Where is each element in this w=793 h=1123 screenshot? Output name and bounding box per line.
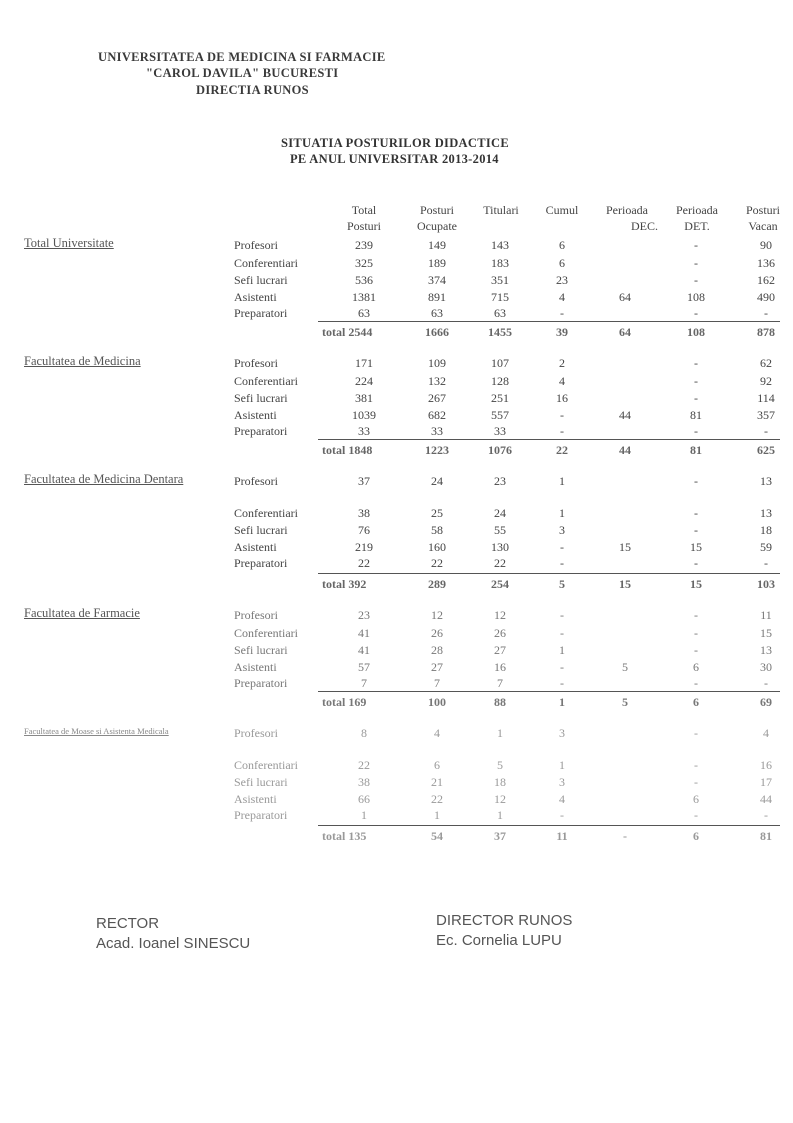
table-row: [0, 522, 793, 539]
table-cell: -: [560, 660, 564, 674]
table-cell: 109: [428, 356, 446, 370]
table-row: [0, 289, 793, 306]
table-cell: 130: [491, 540, 509, 554]
total-cell: -: [623, 829, 627, 843]
row-label: Conferentiari: [234, 374, 298, 388]
document-title: SITUATIA POSTURILOR DIDACTICE: [281, 136, 509, 150]
table-cell: 81: [690, 408, 702, 422]
university-name: UNIVERSITATEA DE MEDICINA SI FARMACIE: [98, 50, 386, 64]
total-row: [0, 324, 793, 341]
table-cell: 891: [428, 290, 446, 304]
table-cell: 27: [494, 643, 506, 657]
total-cell: 81: [690, 443, 702, 457]
section-heading: Facultatea de Moase si Asistenta Medicala: [24, 726, 169, 736]
total-divider: [318, 321, 780, 322]
table-cell: -: [694, 356, 698, 370]
row-label: Profesori: [234, 474, 278, 488]
table-cell: 715: [491, 290, 509, 304]
table-cell: 18: [494, 775, 506, 789]
col-header-posturi-vacante: Posturi Vacan: [745, 203, 780, 233]
table-cell: 15: [690, 540, 702, 554]
table-row: [0, 272, 793, 289]
total-cell: 1076: [488, 443, 512, 457]
table-cell: -: [764, 424, 768, 438]
table-cell: 1: [434, 808, 440, 822]
total-cell: 103: [757, 577, 775, 591]
table-cell: -: [694, 758, 698, 772]
table-cell: 189: [428, 256, 446, 270]
table-cell: 23: [358, 608, 370, 622]
table-cell: 24: [431, 474, 443, 488]
table-cell: 6: [559, 256, 565, 270]
table-cell: 4: [559, 792, 565, 806]
rector-title: RECTOR: [96, 915, 160, 932]
table-cell: -: [694, 643, 698, 657]
table-cell: 374: [428, 273, 446, 287]
table-row: [0, 675, 793, 692]
table-cell: -: [694, 306, 698, 320]
table-cell: 1: [559, 474, 565, 488]
table-cell: 59: [760, 540, 772, 554]
total-cell: 254: [491, 577, 509, 591]
table-cell: -: [694, 556, 698, 570]
table-cell: 44: [760, 792, 772, 806]
table-cell: 17: [760, 775, 772, 789]
table-cell: 136: [757, 256, 775, 270]
total-row: [0, 828, 793, 845]
table-cell: -: [764, 676, 768, 690]
table-cell: 92: [760, 374, 772, 388]
table-cell: 108: [687, 290, 705, 304]
table-row: [0, 473, 793, 490]
total-cell: 6: [693, 695, 699, 709]
total-row: [0, 694, 793, 711]
table-cell: 26: [431, 626, 443, 640]
table-cell: 1: [559, 758, 565, 772]
row-label: Preparatori: [234, 808, 288, 822]
table-cell: 26: [494, 626, 506, 640]
table-cell: 57: [358, 660, 370, 674]
table-cell: 12: [431, 608, 443, 622]
row-label: Sefi lucrari: [234, 643, 288, 657]
table-cell: 41: [358, 643, 370, 657]
table-row: [0, 659, 793, 676]
table-cell: 41: [358, 626, 370, 640]
table-cell: 12: [494, 608, 506, 622]
table-cell: -: [694, 424, 698, 438]
total-cell: 37: [494, 829, 506, 843]
table-cell: -: [764, 306, 768, 320]
total-cell: 44: [619, 443, 631, 457]
table-cell: 25: [431, 506, 443, 520]
table-cell: -: [694, 676, 698, 690]
table-cell: 33: [494, 424, 506, 438]
table-cell: 13: [760, 506, 772, 520]
table-cell: 2: [559, 356, 565, 370]
table-cell: 63: [358, 306, 370, 320]
table-cell: 22: [358, 758, 370, 772]
table-cell: -: [764, 556, 768, 570]
table-cell: -: [560, 306, 564, 320]
col-header-perioada-det: Perioada DET.: [676, 203, 718, 233]
total-cell: 878: [757, 325, 775, 339]
total-cell: 1455: [488, 325, 512, 339]
total-label: total 2544: [322, 325, 373, 339]
table-row: [0, 237, 793, 254]
table-cell: 30: [760, 660, 772, 674]
row-label: Sefi lucrari: [234, 391, 288, 405]
table-cell: 62: [760, 356, 772, 370]
section-heading: Facultatea de Farmacie: [24, 606, 140, 620]
table-cell: 4: [559, 290, 565, 304]
director-title: DIRECTOR RUNOS: [436, 912, 573, 929]
table-cell: 114: [757, 391, 775, 405]
table-cell: -: [560, 808, 564, 822]
row-label: Asistenti: [234, 290, 277, 304]
row-label: Asistenti: [234, 792, 277, 806]
table-cell: -: [694, 391, 698, 405]
row-label: Sefi lucrari: [234, 523, 288, 537]
row-label: Asistenti: [234, 660, 277, 674]
table-cell: -: [694, 608, 698, 622]
table-cell: -: [694, 775, 698, 789]
section-heading: Total Universitate: [24, 236, 114, 250]
table-cell: -: [560, 608, 564, 622]
table-cell: 90: [760, 238, 772, 252]
table-cell: 66: [358, 792, 370, 806]
total-row: [0, 576, 793, 593]
table-cell: 76: [358, 523, 370, 537]
total-row: [0, 442, 793, 459]
row-label: Profesori: [234, 238, 278, 252]
table-cell: 1039: [352, 408, 376, 422]
row-label: Asistenti: [234, 540, 277, 554]
table-cell: -: [694, 374, 698, 388]
total-label: total 1848: [322, 443, 373, 457]
total-cell: 15: [619, 577, 631, 591]
table-cell: -: [694, 523, 698, 537]
table-cell: 11: [760, 608, 772, 622]
table-cell: 13: [760, 643, 772, 657]
row-label: Profesori: [234, 608, 278, 622]
table-cell: -: [694, 474, 698, 488]
total-cell: 6: [693, 829, 699, 843]
table-cell: 1: [361, 808, 367, 822]
total-cell: 88: [494, 695, 506, 709]
table-row: [0, 255, 793, 272]
table-cell: -: [694, 626, 698, 640]
table-row: [0, 625, 793, 642]
col-header-titulari: Titulari: [483, 203, 519, 217]
table-cell: 490: [757, 290, 775, 304]
director-name: Ec. Cornelia LUPU: [436, 932, 562, 949]
section-heading: Facultatea de Medicina: [24, 354, 141, 368]
table-cell: 28: [431, 643, 443, 657]
total-cell: 289: [428, 577, 446, 591]
col-header-total-posturi: Total Posturi: [346, 203, 381, 233]
total-cell: 1: [559, 695, 565, 709]
table-cell: 22: [431, 556, 443, 570]
table-cell: -: [560, 540, 564, 554]
table-cell: 27: [431, 660, 443, 674]
table-cell: 6: [434, 758, 440, 772]
table-cell: 22: [494, 556, 506, 570]
table-row: [0, 373, 793, 390]
total-divider: [318, 439, 780, 440]
table-cell: 16: [760, 758, 772, 772]
col-header-posturi-ocupate: Posturi Ocupate: [417, 203, 457, 233]
table-row: [0, 725, 793, 742]
table-cell: 107: [491, 356, 509, 370]
table-cell: 24: [494, 506, 506, 520]
table-cell: -: [764, 808, 768, 822]
table-cell: 7: [361, 676, 367, 690]
table-cell: 22: [431, 792, 443, 806]
table-cell: 6: [693, 660, 699, 674]
rector-name: Acad. Ioanel SINESCU: [96, 935, 251, 952]
total-divider: [318, 825, 780, 826]
table-cell: 58: [431, 523, 443, 537]
table-cell: 1: [497, 808, 503, 822]
row-label: Preparatori: [234, 556, 288, 570]
total-cell: 11: [556, 829, 568, 843]
table-cell: 13: [760, 474, 772, 488]
table-cell: 38: [358, 506, 370, 520]
table-cell: 16: [494, 660, 506, 674]
total-cell: 64: [619, 325, 631, 339]
col-header-cumul: Cumul: [545, 203, 579, 217]
row-label: Preparatori: [234, 424, 288, 438]
row-label: Preparatori: [234, 676, 288, 690]
table-cell: 37: [358, 474, 370, 488]
table-row: [0, 423, 793, 440]
table-cell: -: [694, 256, 698, 270]
section-heading: Facultatea de Medicina Dentara: [24, 472, 184, 486]
table-row: [0, 774, 793, 791]
table-cell: 5: [497, 758, 503, 772]
table-cell: 143: [491, 238, 509, 252]
row-label: Preparatori: [234, 306, 288, 320]
table-cell: -: [694, 238, 698, 252]
total-label: total 135: [322, 829, 367, 843]
row-label: Profesori: [234, 726, 278, 740]
table-cell: -: [560, 626, 564, 640]
table-cell: -: [694, 808, 698, 822]
row-label: Conferentiari: [234, 758, 298, 772]
table-cell: 183: [491, 256, 509, 270]
row-label: Conferentiari: [234, 506, 298, 520]
table-cell: 224: [355, 374, 373, 388]
table-cell: 63: [431, 306, 443, 320]
table-cell: -: [694, 726, 698, 740]
director-signature-block: [436, 911, 572, 951]
total-cell: 39: [556, 325, 568, 339]
table-cell: 23: [494, 474, 506, 488]
table-cell: 351: [491, 273, 509, 287]
table-cell: 8: [361, 726, 367, 740]
table-cell: 4: [434, 726, 440, 740]
row-label: Asistenti: [234, 408, 277, 422]
total-cell: 108: [687, 325, 705, 339]
department-name: DIRECTIA RUNOS: [196, 83, 309, 97]
total-label: total 392: [322, 577, 367, 591]
table-row: [0, 555, 793, 572]
table-cell: 251: [491, 391, 509, 405]
table-cell: 44: [619, 408, 631, 422]
total-cell: 100: [428, 695, 446, 709]
table-cell: 132: [428, 374, 446, 388]
table-cell: 5: [622, 660, 628, 674]
table-cell: 557: [491, 408, 509, 422]
table-cell: 381: [355, 391, 373, 405]
table-row: [0, 505, 793, 522]
table-cell: 6: [559, 238, 565, 252]
row-label: Profesori: [234, 356, 278, 370]
table-cell: 160: [428, 540, 446, 554]
table-cell: 325: [355, 256, 373, 270]
table-row: [0, 355, 793, 372]
total-cell: 5: [559, 577, 565, 591]
table-cell: 3: [559, 726, 565, 740]
table-cell: 149: [428, 238, 446, 252]
table-cell: 171: [355, 356, 373, 370]
table-cell: 162: [757, 273, 775, 287]
table-cell: -: [560, 408, 564, 422]
table-row: [0, 539, 793, 556]
table-cell: 15: [760, 626, 772, 640]
table-cell: 15: [619, 540, 631, 554]
table-cell: 22: [358, 556, 370, 570]
table-cell: 682: [428, 408, 446, 422]
total-label: total 169: [322, 695, 367, 709]
total-cell: 1666: [425, 325, 449, 339]
table-cell: -: [560, 556, 564, 570]
table-cell: -: [560, 424, 564, 438]
table-cell: 16: [556, 391, 568, 405]
table-cell: 55: [494, 523, 506, 537]
total-cell: 81: [760, 829, 772, 843]
table-cell: -: [694, 506, 698, 520]
total-cell: 625: [757, 443, 775, 457]
table-cell: -: [694, 273, 698, 287]
table-cell: 6: [693, 792, 699, 806]
table-cell: 267: [428, 391, 446, 405]
total-cell: 22: [556, 443, 568, 457]
table-cell: 1381: [352, 290, 376, 304]
table-row: [0, 807, 793, 824]
table-row: [0, 390, 793, 407]
total-cell: 5: [622, 695, 628, 709]
table-cell: 1: [559, 506, 565, 520]
table-cell: -: [560, 676, 564, 690]
total-cell: 54: [431, 829, 443, 843]
row-label: Sefi lucrari: [234, 775, 288, 789]
row-label: Conferentiari: [234, 626, 298, 640]
university-city: "CAROL DAVILA" BUCURESTI: [146, 66, 339, 80]
table-cell: 219: [355, 540, 373, 554]
table-row: [0, 305, 793, 322]
table-row: [0, 407, 793, 424]
table-cell: 1: [497, 726, 503, 740]
rector-signature-block: [96, 914, 250, 954]
table-cell: 23: [556, 273, 568, 287]
total-cell: 15: [690, 577, 702, 591]
row-label: Conferentiari: [234, 256, 298, 270]
table-cell: 239: [355, 238, 373, 252]
table-cell: 357: [757, 408, 775, 422]
total-cell: 69: [760, 695, 772, 709]
table-cell: 12: [494, 792, 506, 806]
table-cell: 33: [431, 424, 443, 438]
col-header-perioada-dec: Perioada DEC.: [606, 203, 658, 233]
table-cell: 128: [491, 374, 509, 388]
total-divider: [318, 691, 780, 692]
document-subtitle: PE ANUL UNIVERSITAR 2013-2014: [290, 152, 499, 166]
table-cell: 18: [760, 523, 772, 537]
table-cell: 1: [559, 643, 565, 657]
table-cell: 63: [494, 306, 506, 320]
table-cell: 64: [619, 290, 631, 304]
table-row: [0, 791, 793, 808]
table-cell: 3: [559, 775, 565, 789]
total-divider: [318, 573, 780, 574]
table-cell: 7: [434, 676, 440, 690]
table-cell: 7: [497, 676, 503, 690]
table-row: [0, 642, 793, 659]
table-cell: 38: [358, 775, 370, 789]
table-cell: 21: [431, 775, 443, 789]
table-cell: 33: [358, 424, 370, 438]
table-row: [0, 607, 793, 624]
table-cell: 3: [559, 523, 565, 537]
table-cell: 4: [559, 374, 565, 388]
table-cell: 536: [355, 273, 373, 287]
table-cell: 4: [763, 726, 769, 740]
table-row: [0, 757, 793, 774]
row-label: Sefi lucrari: [234, 273, 288, 287]
total-cell: 1223: [425, 443, 449, 457]
